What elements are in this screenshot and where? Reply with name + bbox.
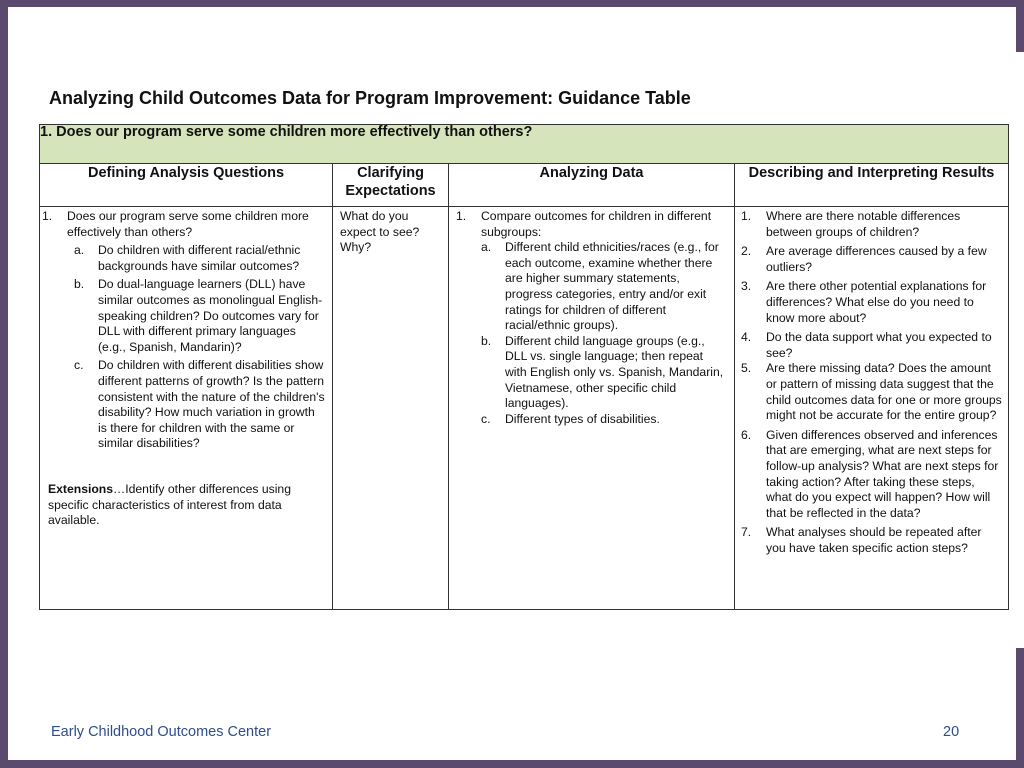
sub-letter: b. xyxy=(74,277,85,292)
item-number: 4. xyxy=(741,330,752,345)
question-banner-row xyxy=(40,125,1009,164)
sub-letter: c. xyxy=(481,411,491,426)
defining-sub-a xyxy=(42,243,326,274)
describing-item xyxy=(741,428,1002,522)
analyzing-sub-c xyxy=(456,412,728,428)
item-text: Does our program serve some children more effectively than others? xyxy=(67,209,309,239)
body-row xyxy=(40,207,1009,610)
item-text: Are average differences caused by a few outliers? xyxy=(766,244,987,274)
analyzing-cell xyxy=(449,207,735,610)
sub-letter: a. xyxy=(481,240,492,255)
document-title: Analyzing Child Outcomes Data for Program Improvement: Guidance Table xyxy=(49,88,691,108)
slide-edge xyxy=(1016,52,1024,648)
item-text: Are there missing data? Does the amount or pattern of missing data suggest that the child outcomes data for one or more groups might not be accurate for the entire group? xyxy=(766,361,1002,423)
analyzing-sub-a xyxy=(456,240,728,334)
describing-cell xyxy=(735,207,1009,610)
defining-sub-b xyxy=(42,277,326,355)
page-number: 20 xyxy=(943,724,960,740)
item-number: 7. xyxy=(741,525,752,540)
sub-text: Different child ethnicities/races (e.g., for each outcome, examine whether there are higher summary statements, progress categories, entry and/or exit ratings for children of different racial/ethnic groups). xyxy=(505,240,719,333)
describing-item xyxy=(741,209,1002,240)
item-number: 2. xyxy=(741,244,752,259)
describing-item xyxy=(741,525,1002,556)
question-banner: 1. Does our program serve some children more effectively than others? xyxy=(40,125,1009,164)
item-number: 6. xyxy=(741,427,752,442)
describing-item xyxy=(741,330,1002,361)
sub-letter: a. xyxy=(74,243,85,258)
sub-text: Different types of disabilities. xyxy=(505,411,660,426)
header-clarifying: Clarifying Expectations xyxy=(333,164,449,207)
analyzing-item-1 xyxy=(456,209,728,240)
sub-text: Do children with different disabilities show different patterns of growth? Is the pattern consistent with the nature of the children's disability? How much variation in growth is there for children with the same or similar disabilities? xyxy=(98,358,325,451)
clarifying-text: What do you expect to see? Why? xyxy=(340,209,420,255)
sub-letter: b. xyxy=(481,333,492,348)
extensions-text: …Identify other differences using specific characteristics of interest from data available. xyxy=(48,481,291,528)
sub-text: Do dual-language learners (DLL) have similar outcomes as monolingual English-speaking children? Do outcomes vary for DLL with different primary languages (e.g., Spanish, Mandarin)? xyxy=(98,277,323,354)
header-analyzing: Analyzing Data xyxy=(449,164,735,207)
header-row xyxy=(40,164,1009,207)
guidance-table xyxy=(39,124,1009,610)
item-text: Given differences observed and inferences that are emerging, what are next steps for follow-up analysis? What are next steps for taking action? After taking these steps, what do you expect will happen? How will that be reflected in the data? xyxy=(766,427,999,520)
item-number: 3. xyxy=(741,279,752,294)
extensions-note xyxy=(42,482,326,529)
sub-letter: c. xyxy=(74,358,84,373)
defining-item-1 xyxy=(42,209,326,240)
extensions-label: Extensions xyxy=(48,481,114,496)
describing-item xyxy=(741,361,1002,423)
item-number: 1. xyxy=(42,209,53,223)
header-defining: Defining Analysis Questions xyxy=(40,164,333,207)
item-number: 1. xyxy=(456,209,467,223)
item-number: 1. xyxy=(741,209,752,223)
footer-organization: Early Childhood Outcomes Center xyxy=(51,724,272,740)
item-text: Where are there notable differences between groups of children? xyxy=(766,209,961,239)
sub-text: Do children with different racial/ethnic backgrounds have similar outcomes? xyxy=(98,243,301,273)
item-text: Are there other potential explanations for differences? What else do you need to know more about? xyxy=(766,279,987,325)
analyzing-sub-b xyxy=(456,334,728,412)
defining-sub-c xyxy=(42,358,326,452)
header-describing: Describing and Interpreting Results xyxy=(735,164,1009,207)
describing-item xyxy=(741,279,1002,326)
defining-cell xyxy=(40,207,333,610)
item-text: What analyses should be repeated after you have taken specific action steps? xyxy=(766,525,982,555)
item-text: Compare outcomes for children in different subgroups: xyxy=(481,209,712,239)
sub-text: Different child language groups (e.g., DLL vs. single language; then repeat with English only vs. Spanish, Mandarin, Vietnamese, other specific child languages). xyxy=(505,333,724,411)
describing-item xyxy=(741,244,1002,275)
item-number: 5. xyxy=(741,361,752,376)
clarifying-cell xyxy=(333,207,449,610)
item-text: Do the data support what you expected to see? xyxy=(766,330,992,360)
